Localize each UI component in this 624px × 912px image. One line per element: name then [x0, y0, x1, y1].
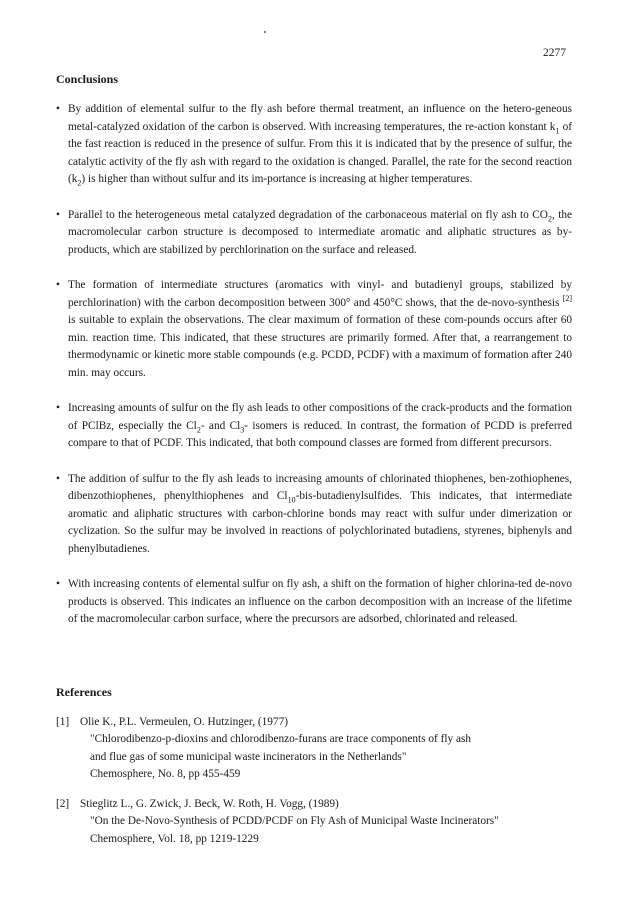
conclusion-item: • The addition of sulfur to the fly ash leads to increasing amounts of chlorinated thiophenes, ben-zothiophenes, dibenzothiophenes, phenylthiophenes and $Cl_{10}-bis$-butadienylsulfides. This indicates, that intermediate aromatic and aliphatic structures with carbon-chlorine bonds may react with sulfur under dimerization or cyclization. So the sulfur may be involved in reactions of polychlorinated butadiens, styrenes, biphenyls and phenylbutadienes.	[56, 472, 572, 555]
reference-journal: Chemosphere, No. 8, pp 455-459	[90, 768, 241, 780]
bullet-icon: •	[56, 402, 60, 414]
conclusion-item: • With increasing contents of elemental sulfur on fly ash, a shift on the formation of higher chlorina-ted de-novo products is observed. This indicates an influence on the carbon decomposition with an increase of the lifetime of the macromolecular carbon surface, where the precursors are adsorbed, chlorinated and released.	[56, 578, 572, 625]
reference-body	[80, 796, 572, 849]
reference-journal: Chemosphere, Vol. 18, pp 1219-1229	[90, 832, 259, 845]
reference-number: [2]	[56, 797, 70, 810]
reference-entry	[56, 714, 572, 784]
conclusion-item: • Increasing amounts of sulfur on the fly ash leads to other compositions of the crack-products and the formation of PClBz, especially the $Cl_2-$ and $Cl_3-$ isomers is reduced. In contrast, the formation of PCDD is preferred compare to that of PCDF. This indicated, that both compound classes are formed from different precursors.	[56, 402, 573, 449]
bullet-icon: •	[56, 578, 60, 590]
page-content	[56, 72, 572, 848]
conclusion-item: • The formation of intermediate structures (aromatics with vinyl- and butadienyl groups, stabilized by perchlorination) with the carbon decomposition between 300° and 450°C shows, that the de-novo-synthesis [2] is suitable to explain the observations. The clear maximum of formation of these com-pounds occurs after 60 min. reaction time. This indicated, that these structures are primarily formed. After that, a rearrangement to thermodynamic or kinetic more stable compounds (e.g. PCDD, PCDF) with a maximum of formation after 240 min. may occurs.	[56, 279, 572, 379]
references-heading: References	[56, 684, 112, 699]
reference-entry	[56, 796, 572, 849]
reference-number: [1]	[56, 715, 70, 728]
conclusion-item: • Parallel to the heterogeneous metal catalyzed degradation of the carbonaceous material on fly ash to $CO_2$, the macromolecular carbon structure is decomposed to intermediate aromatic and aliphatic structures as by-products, which are stabilized by perchlorination on the surface and released.	[56, 208, 572, 256]
reference-authors: Stieglitz L., G. Zwick, J. Beck, W. Roth, H. Vogg, (1989)	[80, 797, 339, 810]
bullet-icon: •	[56, 472, 60, 485]
bullet-icon: •	[56, 208, 60, 221]
page-number: 2277	[543, 47, 566, 59]
reference-body	[80, 714, 572, 784]
bullet-icon: •	[56, 103, 60, 115]
conclusion-item: • By addition of elemental sulfur to the fly ash before thermal treatment, an influence on the hetero-geneous metal-catalyzed oxidation of the carbon is observed. With increasing temperatures, the re-action konstant $k_1$ of the fast reaction is reduced in the presence of sulfur. From this it is indicated that by the presence of sulfur, the catalytic activity of the fly ash with regard to the oxidation is changed. Parallel, the rate for the second reaction $(k_2)$ is higher than without sulfur and its im-portance is increasing at higher temperatures.	[56, 103, 572, 188]
reference-title-line: "Chlorodibenzo-p-dioxins and chlorodibenzo-furans are trace components of fly ash	[90, 733, 472, 745]
speck-mark	[264, 31, 266, 33]
reference-title-line: "On the De-Novo-Synthesis of PCDD/PCDF on Fly Ash of Municipal Waste Incinerators"	[90, 815, 499, 827]
citation-marker: [2]	[562, 293, 572, 303]
conclusions-heading: Conclusions	[56, 72, 119, 86]
reference-authors: Olie K., P.L. Vermeulen, O. Hutzinger, (1977)	[80, 715, 288, 728]
conclusions-list	[56, 101, 572, 629]
bullet-icon: •	[56, 279, 60, 291]
reference-title-line: and flue gas of some municipal waste incinerators in the Netherlands"	[90, 750, 407, 763]
